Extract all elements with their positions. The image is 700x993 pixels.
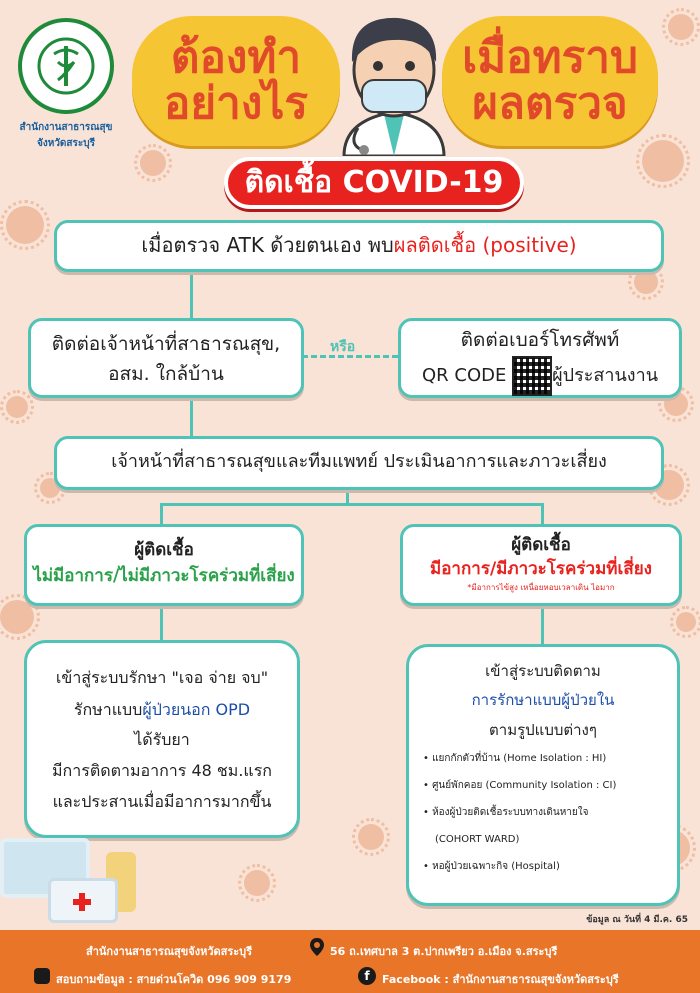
virus-icon [6,206,44,244]
title-left [132,16,340,146]
care-right-line2: การรักษาแบบผู้ป่วยใน [471,691,615,709]
connector-line [346,488,349,504]
agency-name-line2: จังหวัดสระบุรี [36,138,95,149]
care-left-line5: และประสานเมื่อมีอาการมากขึ้น [52,792,272,811]
branch-left-box [24,524,304,606]
title-right-line1: เมื่อทราบ [462,31,638,83]
connector-line [160,503,163,525]
title-left-line2: อย่างไร [163,78,309,129]
footer-hotline: สอบถามข้อมูล : สายด่วนโควิด 096 909 9179 [56,973,292,986]
step1-positive-text: ผลติดเชื้อ (positive) [393,233,577,257]
connector-line [190,396,193,436]
care-right-list [409,745,677,880]
covid-banner: ติดเชื้อ COVID-19 [224,157,524,209]
virus-icon [668,14,694,40]
footer-facebook[interactable]: Facebook : สำนักงานสาธารณสุขจังหวัดสระบุรี [382,973,619,986]
virus-icon [676,612,696,632]
list-item-text: ห้องผู้ป่วยติดเชื้อระบบทางเดินหายใจ [432,807,589,818]
location-pin-icon [310,938,324,956]
care-left-line2 [27,695,297,725]
qr-line [401,355,679,397]
facebook-icon[interactable]: f [358,967,376,985]
care-left-line1: เข้าสู่ระบบรักษา "เจอ จ่าย จบ" [55,668,269,687]
step3-text: เจ้าหน้าที่สาธารณสุขและทีมแพทย์ ประเมินอาการและภาวะเสี่ยง [111,451,607,472]
title-right [442,16,658,146]
care-left-line2-opd: ผู้ป่วยนอก OPD [142,700,251,719]
doctor-icon [328,8,460,156]
source-note: ข้อมูล ณ วันที่ 4 มี.ค. 65 [586,915,688,925]
branch-right-title: ผู้ติดเชื้อ [511,535,571,555]
list-item-continuation [423,826,677,853]
branch-right-subtitle: มีอาการ/มีภาวะโรคร่วมที่เสี่ยง [430,559,652,579]
cross-icon [73,899,91,905]
step1-text: เมื่อตรวจ ATK ด้วยตนเอง พบ [141,233,394,257]
care-left-line2-prefix: รักษาแบบ [73,700,143,719]
qr-code-icon[interactable] [512,356,552,396]
virus-icon [642,140,684,182]
connector-line [541,604,544,646]
contact-phone-line1: ติดต่อเบอร์โทรศัพท์ [460,329,620,351]
connector-line [160,604,163,642]
virus-icon [0,600,34,634]
branch-right-box [400,524,682,606]
list-item: • แยกกักตัวที่บ้าน (Home Isolation : HI) [423,753,607,764]
qr-suffix: ผู้ประสานงาน [552,365,659,386]
branch-right-note: *มีอาการไข้สูง เหนื่อยหอบเวลาเดิน ไอมาก [467,583,615,592]
contact-health-staff-box [28,318,304,398]
connector-line [541,503,544,525]
care-right-box [406,644,680,906]
branch-left-subtitle: ไม่มีอาการ/ไม่มีภาวะโรคร่วมที่เสี่ยง [33,566,295,586]
step1-box [54,220,664,272]
first-aid-kit-illustration [48,878,118,923]
care-right-line1: เข้าสู่ระบบติดตาม [485,662,601,680]
list-item-text: ศูนย์พักคอย (Community Isolation : CI) [432,780,617,791]
connector-line [160,503,544,506]
virus-icon [634,270,658,294]
footer-address: 56 ถ.เทศบาล 3 ต.ปากเพรียว อ.เมือง จ.สระบุรี [330,945,558,958]
virus-icon [6,396,28,418]
list-item: • หอผู้ป่วยเฉพาะกิจ (Hospital) [423,861,560,872]
virus-icon [244,870,270,896]
list-item-text: แยกกักตัวที่บ้าน (Home Isolation : HI) [432,753,607,764]
list-item-text: หอผู้ป่วยเฉพาะกิจ (Hospital) [432,861,560,872]
or-label: หรือ [330,339,356,355]
list-item: • ห้องผู้ป่วยติดเชื้อระบบทางเดินหายใจ [423,807,589,818]
connector-line [190,270,193,318]
phone-icon [34,968,50,984]
step3-box [54,436,664,490]
footer [0,930,700,993]
list-item: • ศูนย์พักคอย (Community Isolation : CI) [423,780,617,791]
qr-prefix: QR CODE [421,365,507,386]
title-right-line2: ผลตรวจ [472,78,628,129]
caduceus-icon [36,36,96,96]
care-right-line3: ตามรูปแบบต่างๆ [489,721,597,739]
virus-icon [140,150,166,176]
agency-name-line1: สำนักงานสาธารณสุข [19,122,113,133]
footer-org: สำนักงานสาธารณสุขจังหวัดสระบุรี [86,945,253,958]
title-left-line1: ต้องทำ [170,31,302,83]
contact-phone-box [398,318,682,398]
list-item-text: (COHORT WARD) [435,834,520,845]
branch-left-title: ผู้ติดเชื้อ [134,540,194,560]
contact-staff-line2: อสม. ใกล้บ้าน [108,363,224,385]
virus-icon [358,824,384,850]
contact-staff-line1: ติดต่อเจ้าหน้าที่สาธารณสุข, [51,333,281,355]
care-left-line4: มีการติดตามอาการ 48 ชม.แรก [52,761,272,780]
moph-logo-icon [18,18,114,114]
care-left-box [24,640,300,838]
care-left-line3: ได้รับยา [134,730,190,749]
